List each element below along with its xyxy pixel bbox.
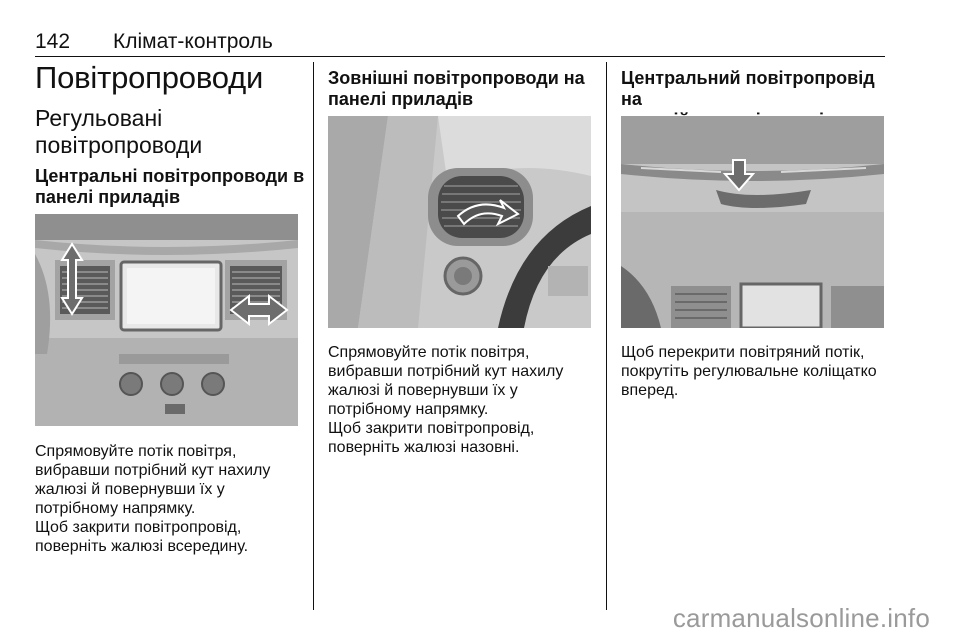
section-title: Повітропроводи bbox=[35, 60, 264, 95]
side-vent-illustration bbox=[328, 116, 591, 328]
header-rule bbox=[35, 56, 885, 57]
paragraph-side-close: Щоб закрити повітропровід, поверніть жалюзі назовні. bbox=[328, 420, 535, 456]
running-title: Клімат-контроль bbox=[113, 30, 273, 53]
paragraph-central-close: Щоб закрити повітропровід, поверніть жалюзі всередину. bbox=[35, 519, 249, 555]
page-number: 142 bbox=[35, 30, 71, 53]
watermark-link[interactable]: carmanualsonline.info bbox=[672, 603, 930, 633]
heading-top-vent: Центральний повітропровід на bbox=[621, 68, 875, 109]
heading-side-vents: Зовнішні повітропроводи на панелі приладів bbox=[328, 68, 585, 109]
heading-central-vents: Центральні повітропроводи в панелі приладів bbox=[35, 166, 305, 207]
paragraph-top-vent: Щоб перекрити повітряний потік, покрутіть регулювальне коліщатко вперед. bbox=[621, 344, 877, 399]
paragraph-side-direct: Спрямовуйте потік повітря, вибравши потрібний кут нахилу жалюзі й повернувши їх у потрібному напрямку. bbox=[328, 344, 564, 418]
subsection-title: Регульовані повітропроводи bbox=[35, 105, 203, 158]
column-divider-2 bbox=[606, 62, 607, 610]
column-divider-1 bbox=[313, 62, 314, 610]
central-vents-illustration bbox=[35, 214, 298, 426]
top-vent-illustration bbox=[621, 116, 884, 328]
paragraph-central-direct: Спрямовуйте потік повітря, вибравши потрібний кут нахилу жалюзі й повернувши їх у потрібному напрямку. bbox=[35, 443, 271, 517]
